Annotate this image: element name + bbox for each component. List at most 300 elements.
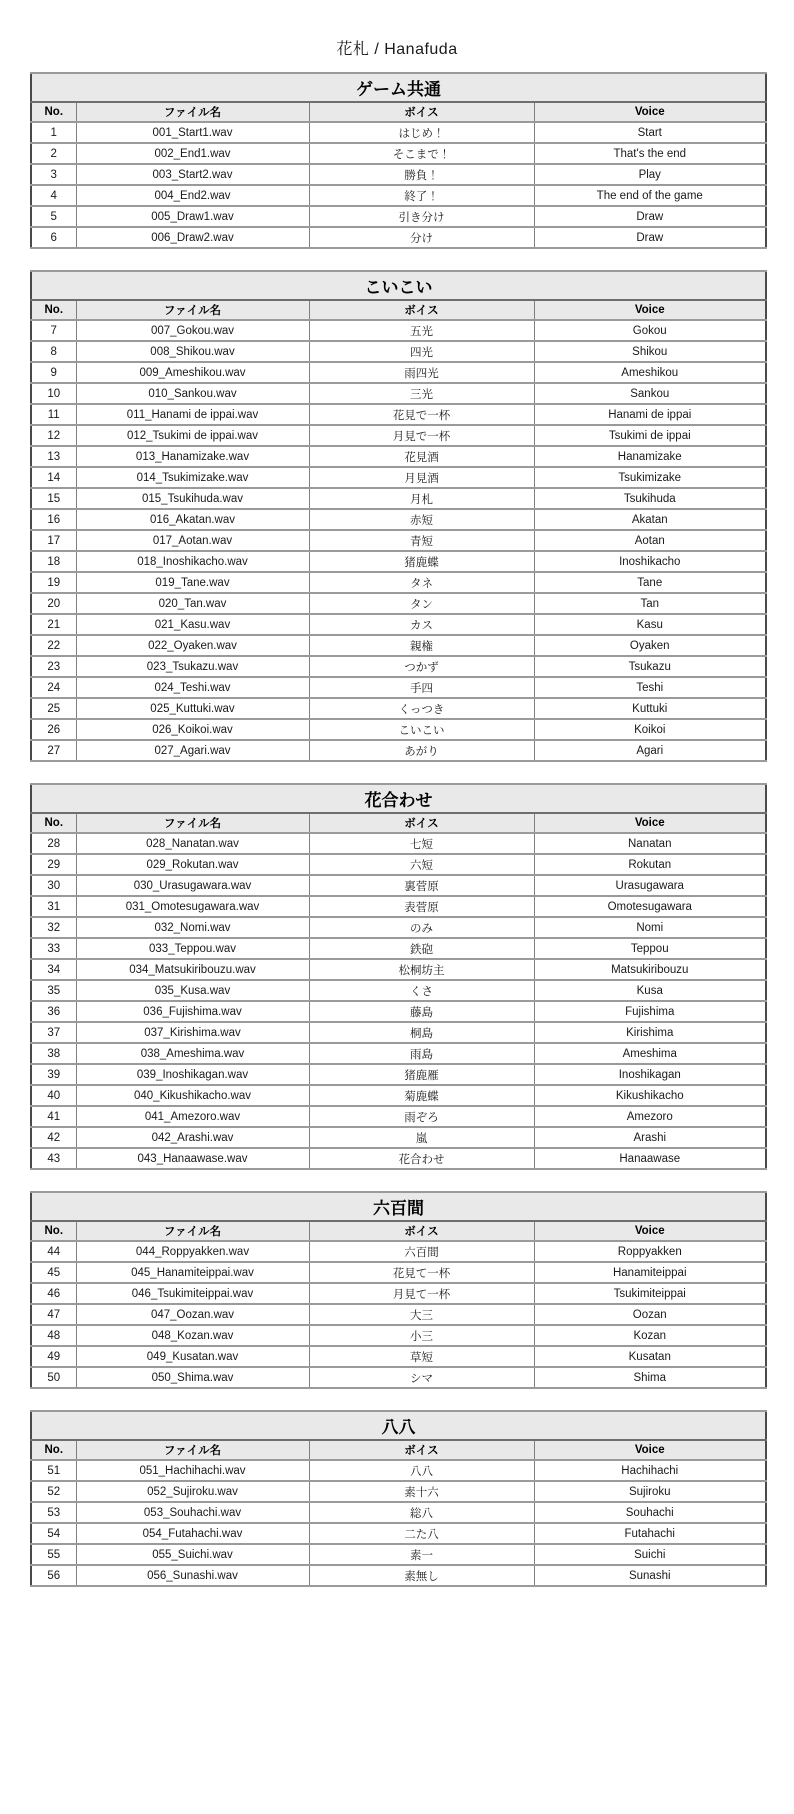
page-title: 花札 / Hanafuda [336,41,458,58]
cell-filename: 055_Suichi.wav [76,1544,309,1565]
cell-voice-japanese: 月見て一杯 [309,1283,534,1304]
voice-table-section-5 [30,1410,767,1587]
cell-no: 56 [31,1565,76,1586]
table-row [31,1325,766,1346]
cell-filename: 013_Hanamizake.wav [76,446,309,467]
cell-voice-english: Shima [534,1367,766,1388]
cell-voice-english: Omotesugawara [534,896,766,917]
cell-voice-english: Teppou [534,938,766,959]
table-row [31,1367,766,1388]
cell-no: 22 [31,635,76,656]
cell-voice-japanese: 月見酒 [309,467,534,488]
cell-no: 45 [31,1262,76,1283]
cell-voice-english: Akatan [534,509,766,530]
column-header-filename: ファイル名 [76,813,309,833]
voice-table-section-3 [30,783,767,1170]
cell-voice-japanese: 七短 [309,833,534,854]
cell-filename: 039_Inoshikagan.wav [76,1064,309,1085]
cell-voice-japanese: カス [309,614,534,635]
column-header-voice-en: Voice [534,813,766,833]
cell-voice-english: Sunashi [534,1565,766,1586]
cell-filename: 001_Start1.wav [76,122,309,143]
cell-voice-japanese: 二た八 [309,1523,534,1544]
cell-voice-english: Futahachi [534,1523,766,1544]
table-row [31,1064,766,1085]
cell-voice-japanese: 四光 [309,341,534,362]
cell-voice-english: Inoshikacho [534,551,766,572]
table-row [31,551,766,572]
cell-voice-japanese: 月見で一杯 [309,425,534,446]
cell-filename: 049_Kusatan.wav [76,1346,309,1367]
cell-voice-english: Sujiroku [534,1481,766,1502]
cell-voice-english: Kuttuki [534,698,766,719]
cell-voice-japanese: のみ [309,917,534,938]
cell-filename: 010_Sankou.wav [76,383,309,404]
cell-no: 42 [31,1127,76,1148]
table-row [31,404,766,425]
cell-voice-japanese: 菊鹿蝶 [309,1085,534,1106]
cell-filename: 041_Amezoro.wav [76,1106,309,1127]
cell-no: 19 [31,572,76,593]
cell-no: 34 [31,959,76,980]
bottom-whitespace [0,1608,794,1698]
cell-voice-english: Play [534,164,766,185]
cell-voice-english: Nanatan [534,833,766,854]
cell-voice-english: Sankou [534,383,766,404]
cell-no: 2 [31,143,76,164]
cell-filename: 056_Sunashi.wav [76,1565,309,1586]
table-row [31,1001,766,1022]
column-header-filename: ファイル名 [76,1221,309,1241]
cell-voice-english: Ameshima [534,1043,766,1064]
cell-voice-english: Kozan [534,1325,766,1346]
cell-filename: 027_Agari.wav [76,740,309,761]
cell-voice-english: Hanamiteippai [534,1262,766,1283]
cell-voice-english: Tsukimi de ippai [534,425,766,446]
cell-voice-english: Kusa [534,980,766,1001]
cell-no: 26 [31,719,76,740]
cell-filename: 023_Tsukazu.wav [76,656,309,677]
cell-filename: 028_Nanatan.wav [76,833,309,854]
cell-no: 7 [31,320,76,341]
cell-no: 25 [31,698,76,719]
cell-no: 11 [31,404,76,425]
table-row [31,593,766,614]
cell-no: 8 [31,341,76,362]
table-row [31,1304,766,1325]
cell-voice-japanese: 六百間 [309,1241,534,1262]
table-row [31,1523,766,1544]
cell-voice-japanese: 小三 [309,1325,534,1346]
cell-voice-english: Agari [534,740,766,761]
cell-no: 48 [31,1325,76,1346]
cell-voice-japanese: 六短 [309,854,534,875]
table-row [31,719,766,740]
column-header-no: No. [31,102,76,122]
cell-filename: 007_Gokou.wav [76,320,309,341]
cell-no: 36 [31,1001,76,1022]
cell-filename: 048_Kozan.wav [76,1325,309,1346]
cell-voice-japanese: 月札 [309,488,534,509]
table-row [31,122,766,143]
table-row [31,206,766,227]
column-header-voice-jp: ボイス [309,1221,534,1241]
cell-voice-english: Kikushikacho [534,1085,766,1106]
cell-no: 29 [31,854,76,875]
cell-no: 18 [31,551,76,572]
cell-no: 21 [31,614,76,635]
table-section-title-row [31,1411,766,1440]
cell-filename: 011_Hanami de ippai.wav [76,404,309,425]
cell-voice-japanese: くっつき [309,698,534,719]
table-row [31,488,766,509]
table-row [31,467,766,488]
cell-no: 5 [31,206,76,227]
cell-voice-japanese: 素無し [309,1565,534,1586]
cell-voice-english: Shikou [534,341,766,362]
cell-filename: 045_Hanamiteippai.wav [76,1262,309,1283]
table-row [31,530,766,551]
cell-filename: 022_Oyaken.wav [76,635,309,656]
column-header-voice-jp: ボイス [309,300,534,320]
cell-filename: 021_Kasu.wav [76,614,309,635]
cell-voice-japanese: 三光 [309,383,534,404]
table-row [31,698,766,719]
table-row [31,896,766,917]
cell-no: 43 [31,1148,76,1169]
section-title: 六百間 [31,1192,766,1221]
cell-voice-english: Hanamizake [534,446,766,467]
section-title: 花合わせ [31,784,766,813]
cell-voice-japanese: 手四 [309,677,534,698]
cell-filename: 047_Oozan.wav [76,1304,309,1325]
cell-voice-japanese: 赤短 [309,509,534,530]
cell-voice-japanese: 花見て一杯 [309,1262,534,1283]
column-header-filename: ファイル名 [76,300,309,320]
table-section-title-row [31,1192,766,1221]
table-row [31,740,766,761]
cell-voice-japanese: 大三 [309,1304,534,1325]
cell-filename: 033_Teppou.wav [76,938,309,959]
cell-voice-english: Hanami de ippai [534,404,766,425]
cell-filename: 042_Arashi.wav [76,1127,309,1148]
cell-voice-japanese: 雨四光 [309,362,534,383]
cell-filename: 029_Rokutan.wav [76,854,309,875]
cell-voice-japanese: 総八 [309,1502,534,1523]
table-row [31,1346,766,1367]
table-row [31,1148,766,1169]
cell-no: 20 [31,593,76,614]
cell-voice-english: Tsukimizake [534,467,766,488]
table-row [31,938,766,959]
table-row [31,446,766,467]
voice-table-section-2 [30,270,767,762]
cell-filename: 018_Inoshikacho.wav [76,551,309,572]
cell-filename: 051_Hachihachi.wav [76,1460,309,1481]
cell-voice-japanese: 鉄砲 [309,938,534,959]
table-row [31,959,766,980]
cell-voice-english: Arashi [534,1127,766,1148]
cell-filename: 025_Kuttuki.wav [76,698,309,719]
table-section-title-row [31,271,766,300]
cell-voice-english: Koikoi [534,719,766,740]
cell-no: 27 [31,740,76,761]
cell-filename: 036_Fujishima.wav [76,1001,309,1022]
cell-filename: 040_Kikushikacho.wav [76,1085,309,1106]
cell-voice-english: Tsukimiteippai [534,1283,766,1304]
cell-filename: 043_Hanaawase.wav [76,1148,309,1169]
cell-voice-japanese: 雨島 [309,1043,534,1064]
cell-voice-english: Tsukazu [534,656,766,677]
cell-filename: 024_Teshi.wav [76,677,309,698]
cell-voice-japanese: 分け [309,227,534,248]
cell-no: 38 [31,1043,76,1064]
cell-no: 49 [31,1346,76,1367]
cell-voice-english: Aotan [534,530,766,551]
cell-voice-japanese: 素十六 [309,1481,534,1502]
table-section-title-row [31,784,766,813]
voice-table-section-4 [30,1191,767,1389]
cell-voice-english: Nomi [534,917,766,938]
cell-filename: 012_Tsukimi de ippai.wav [76,425,309,446]
cell-voice-japanese: 雨ぞろ [309,1106,534,1127]
cell-voice-english: Roppyakken [534,1241,766,1262]
column-header-voice-en: Voice [534,102,766,122]
cell-filename: 035_Kusa.wav [76,980,309,1001]
table-section-title-row [31,73,766,102]
table-row [31,917,766,938]
cell-voice-japanese: 引き分け [309,206,534,227]
cell-no: 28 [31,833,76,854]
cell-no: 37 [31,1022,76,1043]
cell-voice-japanese: はじめ！ [309,122,534,143]
cell-filename: 003_Start2.wav [76,164,309,185]
cell-voice-english: Kasu [534,614,766,635]
table-header-row [31,102,766,122]
table-row [31,875,766,896]
table-row [31,1283,766,1304]
table-row [31,572,766,593]
cell-filename: 017_Aotan.wav [76,530,309,551]
cell-voice-japanese: つかず [309,656,534,677]
table-row [31,227,766,248]
cell-filename: 005_Draw1.wav [76,206,309,227]
cell-voice-japanese: 花見酒 [309,446,534,467]
cell-filename: 030_Urasugawara.wav [76,875,309,896]
table-row [31,1043,766,1064]
cell-voice-japanese: 裏菅原 [309,875,534,896]
cell-no: 41 [31,1106,76,1127]
cell-voice-japanese: あがり [309,740,534,761]
cell-no: 32 [31,917,76,938]
cell-voice-japanese: 嵐 [309,1127,534,1148]
cell-no: 23 [31,656,76,677]
cell-no: 44 [31,1241,76,1262]
cell-voice-english: Oozan [534,1304,766,1325]
cell-no: 10 [31,383,76,404]
cell-no: 30 [31,875,76,896]
cell-no: 1 [31,122,76,143]
cell-voice-japanese: こいこい [309,719,534,740]
cell-no: 15 [31,488,76,509]
column-header-no: No. [31,1440,76,1460]
cell-voice-japanese: 草短 [309,1346,534,1367]
table-row [31,1502,766,1523]
table-row [31,383,766,404]
cell-voice-english: Hanaawase [534,1148,766,1169]
cell-voice-english: Tane [534,572,766,593]
cell-voice-english: Tsukihuda [534,488,766,509]
cell-filename: 026_Koikoi.wav [76,719,309,740]
cell-no: 55 [31,1544,76,1565]
cell-voice-english: Hachihachi [534,1460,766,1481]
cell-no: 31 [31,896,76,917]
cell-voice-english: Kirishima [534,1022,766,1043]
table-row [31,425,766,446]
cell-voice-japanese: 松桐坊主 [309,959,534,980]
cell-no: 35 [31,980,76,1001]
table-header-row [31,300,766,320]
column-header-voice-jp: ボイス [309,102,534,122]
cell-no: 3 [31,164,76,185]
cell-no: 52 [31,1481,76,1502]
table-row [31,362,766,383]
cell-voice-japanese: 勝負！ [309,164,534,185]
cell-no: 51 [31,1460,76,1481]
cell-no: 53 [31,1502,76,1523]
table-row [31,1460,766,1481]
column-header-voice-en: Voice [534,1221,766,1241]
cell-voice-english: Rokutan [534,854,766,875]
table-row [31,656,766,677]
tables-container [0,72,794,1587]
column-header-filename: ファイル名 [76,1440,309,1460]
cell-filename: 015_Tsukihuda.wav [76,488,309,509]
cell-voice-japanese: くさ [309,980,534,1001]
cell-voice-japanese: 終了！ [309,185,534,206]
cell-filename: 014_Tsukimizake.wav [76,467,309,488]
cell-voice-english: Suichi [534,1544,766,1565]
cell-voice-english: Draw [534,206,766,227]
section-title: ゲーム共通 [31,73,766,102]
cell-voice-english: Fujishima [534,1001,766,1022]
cell-voice-japanese: タネ [309,572,534,593]
cell-filename: 054_Futahachi.wav [76,1523,309,1544]
cell-voice-english: Teshi [534,677,766,698]
cell-voice-japanese: そこまで！ [309,143,534,164]
cell-filename: 009_Ameshikou.wav [76,362,309,383]
cell-filename: 037_Kirishima.wav [76,1022,309,1043]
cell-no: 9 [31,362,76,383]
cell-no: 16 [31,509,76,530]
table-row [31,143,766,164]
column-header-voice-jp: ボイス [309,1440,534,1460]
table-row [31,833,766,854]
cell-voice-english: Urasugawara [534,875,766,896]
column-header-voice-jp: ボイス [309,813,534,833]
column-header-no: No. [31,1221,76,1241]
cell-voice-japanese: 表菅原 [309,896,534,917]
table-row [31,1106,766,1127]
cell-voice-japanese: 花見で一杯 [309,404,534,425]
cell-voice-english: Amezoro [534,1106,766,1127]
table-row [31,1085,766,1106]
column-header-no: No. [31,813,76,833]
cell-voice-english: Start [534,122,766,143]
cell-voice-english: Inoshikagan [534,1064,766,1085]
cell-voice-japanese: シマ [309,1367,534,1388]
cell-voice-japanese: 素一 [309,1544,534,1565]
cell-no: 33 [31,938,76,959]
table-row [31,1544,766,1565]
cell-no: 6 [31,227,76,248]
cell-voice-english: Matsukiribouzu [534,959,766,980]
cell-filename: 002_End1.wav [76,143,309,164]
cell-no: 14 [31,467,76,488]
cell-no: 46 [31,1283,76,1304]
cell-voice-english: Gokou [534,320,766,341]
column-header-voice-en: Voice [534,1440,766,1460]
voice-table-section-1 [30,72,767,249]
cell-filename: 032_Nomi.wav [76,917,309,938]
cell-voice-english: Tan [534,593,766,614]
cell-voice-japanese: 猪鹿蝶 [309,551,534,572]
table-row [31,1022,766,1043]
table-row [31,854,766,875]
cell-filename: 031_Omotesugawara.wav [76,896,309,917]
cell-no: 17 [31,530,76,551]
cell-voice-japanese: 青短 [309,530,534,551]
table-row [31,614,766,635]
cell-no: 47 [31,1304,76,1325]
table-row [31,1481,766,1502]
table-row [31,1262,766,1283]
section-title: 八八 [31,1411,766,1440]
cell-no: 24 [31,677,76,698]
table-row [31,635,766,656]
table-row [31,164,766,185]
cell-filename: 019_Tane.wav [76,572,309,593]
cell-filename: 008_Shikou.wav [76,341,309,362]
cell-voice-japanese: 親権 [309,635,534,656]
cell-voice-english: Kusatan [534,1346,766,1367]
cell-no: 12 [31,425,76,446]
cell-filename: 020_Tan.wav [76,593,309,614]
table-row [31,320,766,341]
cell-voice-english: That's the end [534,143,766,164]
cell-filename: 038_Ameshima.wav [76,1043,309,1064]
table-row [31,1241,766,1262]
table-row [31,185,766,206]
column-header-no: No. [31,300,76,320]
column-header-voice-en: Voice [534,300,766,320]
cell-filename: 050_Shima.wav [76,1367,309,1388]
table-row [31,1127,766,1148]
table-header-row [31,1440,766,1460]
table-row [31,980,766,1001]
cell-filename: 052_Sujiroku.wav [76,1481,309,1502]
table-row [31,341,766,362]
cell-voice-japanese: タン [309,593,534,614]
table-header-row [31,813,766,833]
table-row [31,1565,766,1586]
cell-no: 13 [31,446,76,467]
cell-filename: 006_Draw2.wav [76,227,309,248]
cell-voice-english: Ameshikou [534,362,766,383]
table-row [31,509,766,530]
cell-filename: 004_End2.wav [76,185,309,206]
cell-voice-english: Oyaken [534,635,766,656]
